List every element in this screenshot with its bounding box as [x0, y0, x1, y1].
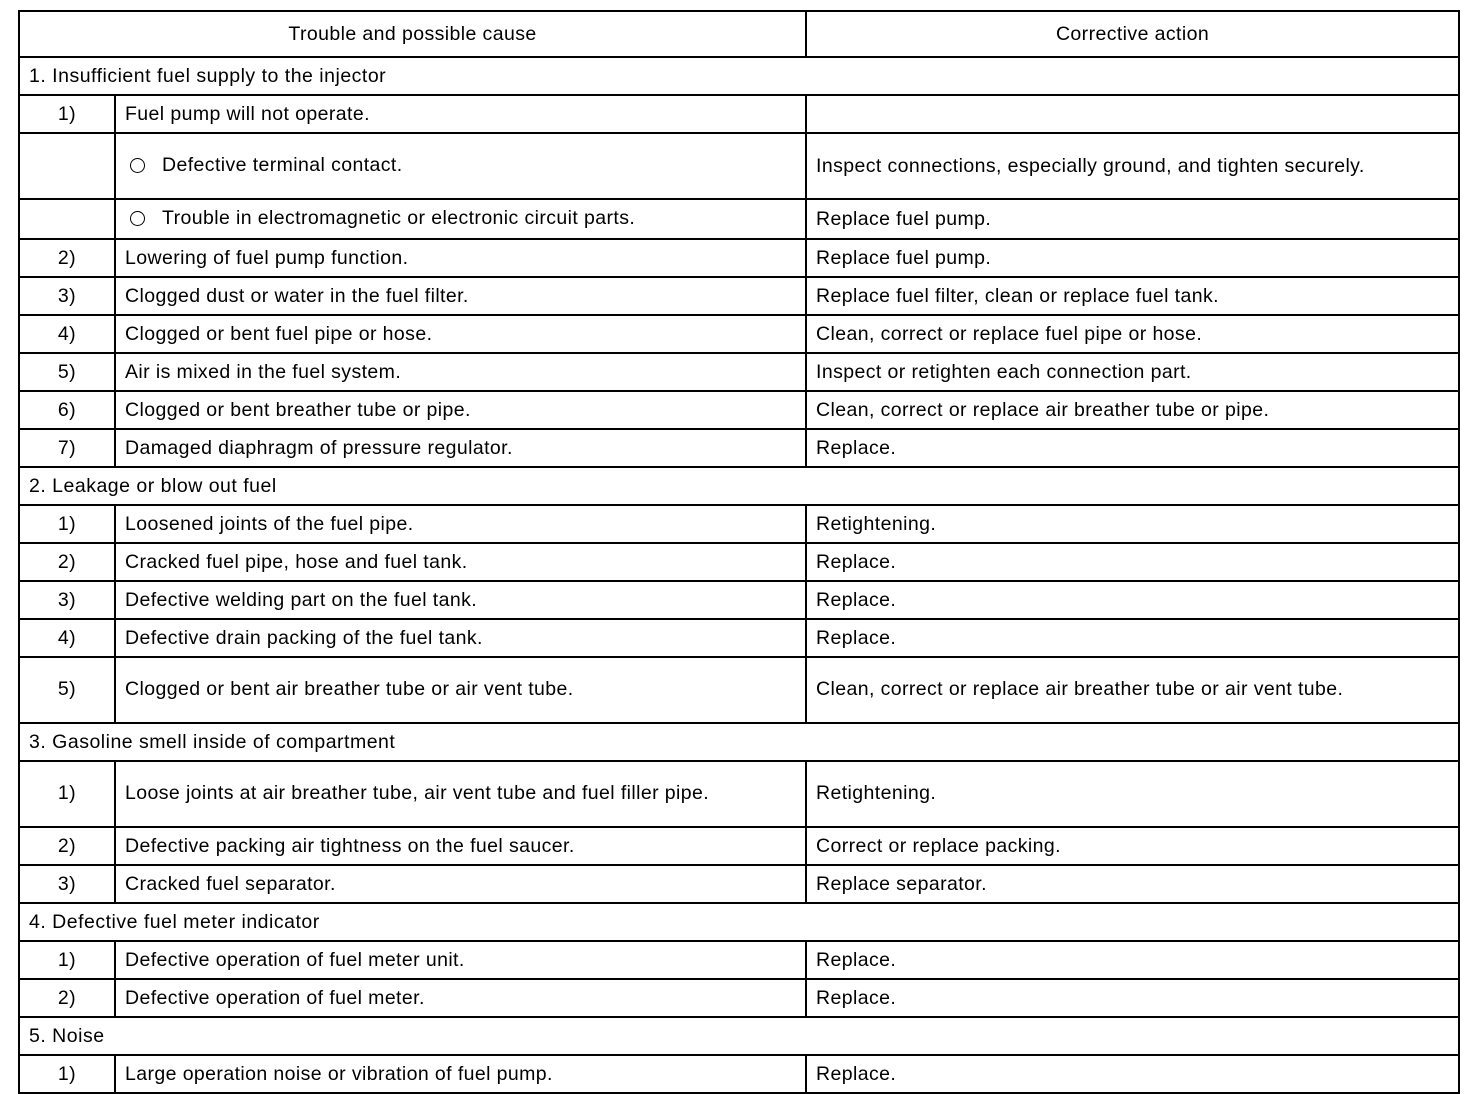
header-row	[19, 11, 1459, 57]
row-action: Correct or replace packing.	[806, 827, 1459, 865]
table-row	[19, 353, 1459, 391]
row-action: Clean, correct or replace fuel pipe or hose.	[806, 315, 1459, 353]
row-number: 4)	[19, 619, 115, 657]
row-number: 1)	[19, 761, 115, 827]
table-row	[19, 619, 1459, 657]
section-row	[19, 57, 1459, 95]
row-number: 3)	[19, 581, 115, 619]
row-cause: Cracked fuel separator.	[115, 865, 806, 903]
row-action: Retightening.	[806, 505, 1459, 543]
row-number: 4)	[19, 315, 115, 353]
row-number: 6)	[19, 391, 115, 429]
row-cause: Defective operation of fuel meter unit.	[115, 941, 806, 979]
table-row	[19, 199, 1459, 239]
table-row	[19, 315, 1459, 353]
row-action: Inspect connections, especially ground, and tighten securely.	[806, 133, 1459, 199]
row-action: Replace.	[806, 979, 1459, 1017]
table-row	[19, 277, 1459, 315]
row-action: Replace.	[806, 429, 1459, 467]
row-action: Replace.	[806, 1055, 1459, 1093]
header-cause: Trouble and possible cause	[19, 11, 806, 57]
troubleshooting-table	[18, 10, 1460, 1094]
row-cause: Trouble in electromagnetic or electronic circuit parts.	[162, 207, 636, 229]
row-number: 3)	[19, 865, 115, 903]
section-title: 1. Insufficient fuel supply to the injector	[19, 57, 1459, 95]
table-row	[19, 95, 1459, 133]
table-row	[19, 581, 1459, 619]
row-cause: Clogged or bent air breather tube or air vent tube.	[115, 657, 806, 723]
row-number: 2)	[19, 979, 115, 1017]
row-cause-cell	[115, 133, 806, 199]
section-title: 5. Noise	[19, 1017, 1459, 1055]
row-action: Replace.	[806, 543, 1459, 581]
row-number: 7)	[19, 429, 115, 467]
table-row	[19, 657, 1459, 723]
section-row	[19, 1017, 1459, 1055]
row-cause: Air is mixed in the fuel system.	[115, 353, 806, 391]
row-action: Replace.	[806, 619, 1459, 657]
row-number: 2)	[19, 543, 115, 581]
table-row	[19, 133, 1459, 199]
row-cause: Cracked fuel pipe, hose and fuel tank.	[115, 543, 806, 581]
row-cause: Defective welding part on the fuel tank.	[115, 581, 806, 619]
row-action: Clean, correct or replace air breather tube or air vent tube.	[806, 657, 1459, 723]
row-number: 5)	[19, 657, 115, 723]
row-cause: Defective packing air tightness on the fuel saucer.	[115, 827, 806, 865]
row-action: Replace fuel filter, clean or replace fuel tank.	[806, 277, 1459, 315]
circle-bullet-icon	[130, 158, 145, 173]
row-cause: Large operation noise or vibration of fuel pump.	[115, 1055, 806, 1093]
row-action: Replace separator.	[806, 865, 1459, 903]
row-action: Retightening.	[806, 761, 1459, 827]
row-cause: Lowering of fuel pump function.	[115, 239, 806, 277]
table-row	[19, 543, 1459, 581]
row-cause-cell	[115, 199, 806, 239]
row-action: Replace.	[806, 941, 1459, 979]
row-number	[19, 199, 115, 239]
row-action: Replace fuel pump.	[806, 199, 1459, 239]
row-number: 2)	[19, 827, 115, 865]
section-row	[19, 903, 1459, 941]
row-number: 2)	[19, 239, 115, 277]
row-cause: Fuel pump will not operate.	[115, 95, 806, 133]
row-cause: Clogged or bent breather tube or pipe.	[115, 391, 806, 429]
row-number: 1)	[19, 95, 115, 133]
row-number: 3)	[19, 277, 115, 315]
row-action: Replace fuel pump.	[806, 239, 1459, 277]
row-cause: Loose joints at air breather tube, air vent tube and fuel filler pipe.	[115, 761, 806, 827]
table-row	[19, 1055, 1459, 1093]
table-row	[19, 761, 1459, 827]
table-row	[19, 429, 1459, 467]
section-title: 2. Leakage or blow out fuel	[19, 467, 1459, 505]
row-number	[19, 133, 115, 199]
table-row	[19, 941, 1459, 979]
row-number: 1)	[19, 1055, 115, 1093]
row-cause: Loosened joints of the fuel pipe.	[115, 505, 806, 543]
row-cause: Defective terminal contact.	[162, 153, 403, 176]
section-row	[19, 467, 1459, 505]
table-row	[19, 391, 1459, 429]
row-action	[806, 95, 1459, 133]
row-cause: Defective drain packing of the fuel tank.	[115, 619, 806, 657]
table-row	[19, 827, 1459, 865]
row-number: 1)	[19, 941, 115, 979]
section-title: 4. Defective fuel meter indicator	[19, 903, 1459, 941]
row-number: 5)	[19, 353, 115, 391]
row-action: Replace.	[806, 581, 1459, 619]
row-cause: Damaged diaphragm of pressure regulator.	[115, 429, 806, 467]
row-cause: Clogged or bent fuel pipe or hose.	[115, 315, 806, 353]
table-row	[19, 979, 1459, 1017]
row-number: 1)	[19, 505, 115, 543]
row-action: Inspect or retighten each connection part.	[806, 353, 1459, 391]
table-row	[19, 505, 1459, 543]
table-row	[19, 865, 1459, 903]
row-cause: Clogged dust or water in the fuel filter.	[115, 277, 806, 315]
section-row	[19, 723, 1459, 761]
circle-bullet-icon	[130, 211, 145, 226]
table-row	[19, 239, 1459, 277]
section-title: 3. Gasoline smell inside of compartment	[19, 723, 1459, 761]
row-cause: Defective operation of fuel meter.	[115, 979, 806, 1017]
header-action: Corrective action	[806, 11, 1459, 57]
row-action: Clean, correct or replace air breather tube or pipe.	[806, 391, 1459, 429]
